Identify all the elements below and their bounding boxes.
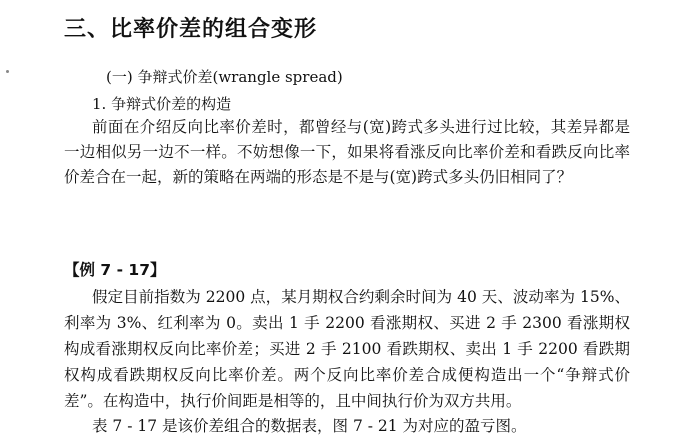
section-title: 三、比率价差的组合变形 [64,17,318,42]
intro-paragraph: 前面在介绍反向比率价差时，都曾经与(宽)跨式多头进行过比较，其差异都是一边相似另一边不一样。不妨想像一下，如果将看涨反向比率价差和看跌反向比率价差合在一起，新的策略在两端的形态是不是与(宽)跨式多头仍旧相同了？ [64,118,630,186]
closing-paragraph: 表 7 - 17 是该价差组合的数据表，图 7 - 21 为对应的盈亏图。 [92,417,527,435]
margin-mark [6,70,9,73]
subsection-heading: (一) 争辩式价差(wrangle spread) [106,68,343,86]
subsection-subheading: 1. 争辩式价差的构造 [92,95,232,113]
example-label: 【例 7 - 17】 [64,261,166,279]
example-paragraph: 假定目前指数为 2200 点，某月期权合约剩余时间为 40 天、波动率为 15%、利率为 3%、红利率为 0。卖出 1 手 2200 看涨期权、买进 2 手 2300 看涨期权构成看涨期权反向比率价差；买进 2 手 2100 看跌期权、卖出 1 手 2200 看跌期权构成看跌期权反向比率价差。两个反向比率价差合成便构造出一个“争辩式价差”。在构造中，执行价间距是相等的，且中间执行价为双方共用。 [64,288,630,410]
